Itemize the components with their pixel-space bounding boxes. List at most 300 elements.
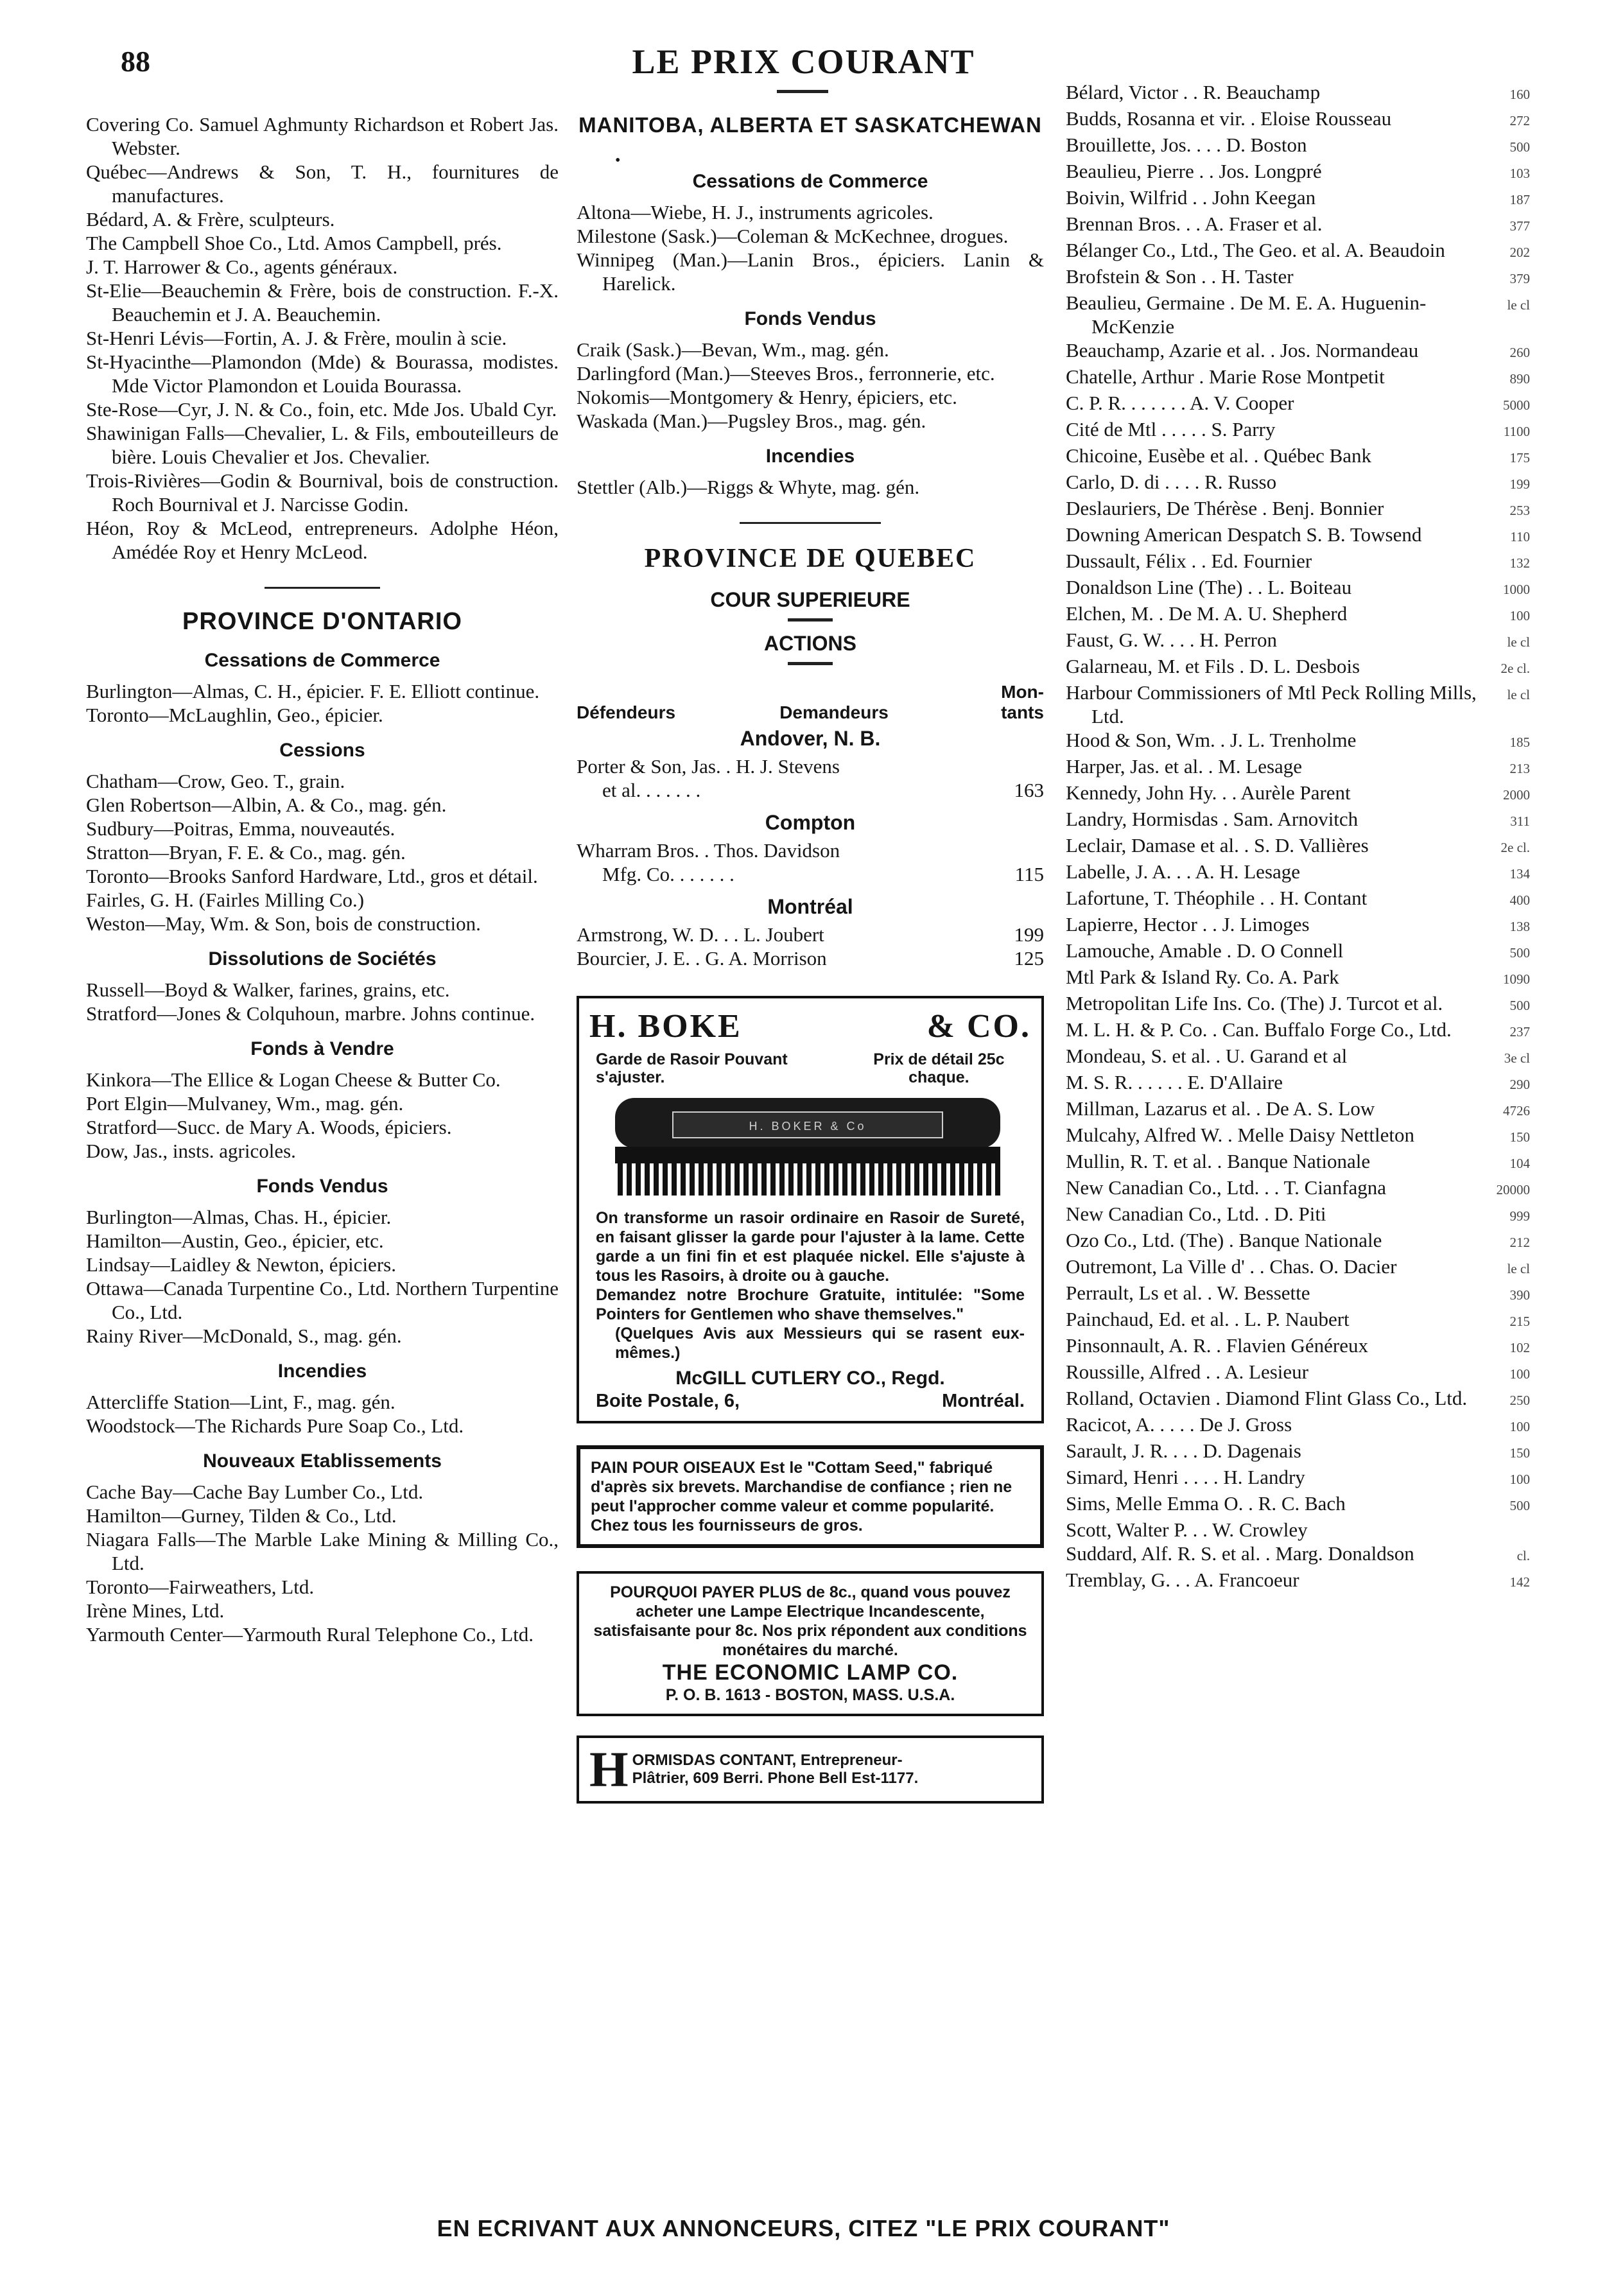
action-parties: Brofstein & Son . . H. Taster [1066,265,1294,288]
action-amount: 999 [1509,1208,1530,1224]
action-entry [1066,1097,1530,1123]
action-entry [1066,549,1530,575]
action-entry [1066,1360,1530,1386]
comb-tooth [968,1162,973,1196]
subheading-nouveaux: Nouveaux Etablissements [203,1450,442,1472]
action-amount: le cl [1507,687,1530,702]
action-amount: 1000 [1503,582,1530,597]
action-amount [1491,1518,1530,1542]
action-parties: Dussault, Félix . . Ed. Fournier [1066,550,1312,572]
action-amount: 400 [1509,892,1530,908]
action-amount: 142 [1509,1574,1530,1590]
action-row [577,778,1044,802]
lamp-company: THE ECONOMIC LAMP CO. [662,1660,959,1685]
ontario-cessations-list [86,679,559,727]
column-2 [577,112,1044,1820]
action-parties: Boivin, Wilfrid . . John Keegan [1066,186,1316,209]
action-amount: 100 [1509,1366,1530,1382]
action-parties: Millman, Lazarus et al. . De A. S. Low [1066,1097,1375,1120]
action-amount: 237 [1509,1024,1530,1039]
pain-oiseaux-text: PAIN POUR OISEAUX Est le "Cottam Seed," fabriqué d'après six brevets. Marchandise de confiance ; rien ne peut l'approcher comme valeur et comme popularité. Chez tous les fournisseurs de gros. [591,1459,1012,1535]
entry-item: Lindsay—Laidley & Newton, épiciers. [86,1253,396,1276]
action-amount: 202 [1509,245,1530,260]
action-parties: Bélanger Co., Ltd., The Geo. et al. A. Beaudoin [1066,239,1445,261]
comb-tooth [842,1162,847,1196]
action-entry [1066,212,1530,238]
newspaper-page [77,35,1530,2250]
montreal-actions-list [1066,80,1530,1594]
comb-tooth [681,1162,686,1196]
action-entry [1066,1018,1530,1044]
action-text: Bourcier, J. E. . G. A. Morrison [577,947,827,970]
comb-tooth [645,1162,650,1196]
action-text: Mfg. Co. . . . . . . [602,863,734,885]
action-amount: 2e cl. [1500,840,1530,855]
th-defendeurs: Défendeurs [577,702,676,722]
action-amount: 100 [1509,608,1530,623]
entry-item: Covering Co. Samuel Aghmunty Richardson et Robert Jas. Webster. [86,113,559,159]
action-entry [1066,602,1530,628]
comb-tooth [896,1162,901,1196]
entry-item: Irène Mines, Ltd. [86,1599,225,1622]
action-entry [1066,238,1530,265]
pain-oiseaux-advertisement [577,1445,1044,1548]
page-number: 88 [121,45,150,78]
lamp-pitch: POURQUOI PAYER PLUS de 8c., quand vous pouvez acheter une Lampe Electrique Incandescente, satisfaisante pour 8c. Nos prix répondent aux conditions monétaires du marché. [593,1583,1027,1659]
action-amount: 500 [1509,1498,1530,1513]
action-entry [1066,912,1530,939]
action-entry [1066,1149,1530,1176]
action-amount: 115 [1014,863,1044,885]
action-entry [1066,575,1530,602]
action-amount: 100 [1509,1419,1530,1434]
contant-line-2: Plâtrier, 609 Berri. Phone Bell Est-1177. [632,1770,919,1787]
comb-tooth [618,1162,623,1196]
action-parties: Lafortune, T. Théophile . . H. Contant [1066,887,1368,909]
ontario-nouveaux-list [86,1480,559,1646]
boke-brand-co: & CO. [926,1008,1031,1045]
cour-superieure: COUR SUPERIEURE [710,588,910,611]
comb-tooth [717,1162,722,1196]
comb-tooth [725,1162,731,1196]
action-entry [1066,523,1530,549]
action-entry [1066,365,1530,391]
entry-item: Niagara Falls—The Marble Lake Mining & Milling Co., Ltd. [86,1528,559,1574]
action-parties: Landry, Hormisdas . Sam. Arnovitch [1066,808,1359,830]
action-entry [1066,860,1530,886]
action-text: Wharram Bros. . Thos. Davidson [577,839,840,862]
action-parties: Mullin, R. T. et al. . Banque Nationale [1066,1150,1371,1172]
boke-company: McGILL CUTLERY CO., Regd. [675,1368,945,1389]
action-amount: 138 [1509,919,1530,934]
boke-right-caption: Prix de détail 25c chaque. [873,1050,1005,1086]
place-montreal: Montréal [767,895,853,918]
comb-tooth [815,1162,821,1196]
lamp-address: P. O. B. 1613 - BOSTON, MASS. U.S.A. [665,1686,955,1704]
subheading-incendies-west: Incendies [765,446,855,467]
action-entry [1066,291,1530,338]
action-amount: 2000 [1503,787,1530,803]
action-parties: Beauchamp, Azarie et al. . Jos. Normandeau [1066,339,1419,361]
action-parties: Painchaud, Ed. et al. . L. P. Naubert [1066,1308,1350,1330]
action-parties: New Canadian Co., Ltd. . D. Piti [1066,1203,1326,1225]
comb-tooth [869,1162,874,1196]
comb-tooth [699,1162,704,1196]
action-parties: Beaulieu, Germaine . De M. E. A. Huguenin-McKenzie [1066,291,1427,338]
entry-item: Ottawa—Canada Turpentine Co., Ltd. Northern Turpentine Co., Ltd. [86,1277,559,1323]
subheading-fonds-vendus-west: Fonds Vendus [744,308,876,329]
entry-item: Milestone (Sask.)—Coleman & McKechnee, drogues. [577,225,1009,247]
action-parties: Cité de Mtl . . . . . S. Parry [1066,418,1276,440]
action-parties: Roussille, Alfred . . A. Lesieur [1066,1361,1308,1383]
action-amount: 213 [1509,761,1530,776]
action-amount: 500 [1509,998,1530,1013]
action-entry [1066,1255,1530,1281]
entry-item: Kinkora—The Ellice & Logan Cheese & Butter Co. [86,1068,501,1091]
action-entry [1066,496,1530,523]
comb-tooth [833,1162,838,1196]
action-parties: M. S. R. . . . . . E. D'Allaire [1066,1071,1283,1093]
action-parties: Elchen, M. . De M. A. U. Shepherd [1066,602,1348,625]
action-amount: 102 [1509,1340,1530,1355]
comb-tooth [977,1162,982,1196]
entry-item: Craik (Sask.)—Bevan, Wm., mag. gén. [577,338,889,361]
action-amount: 1100 [1503,424,1530,439]
comb-tooth [672,1162,677,1196]
action-parties: Metropolitan Life Ins. Co. (The) J. Turcot et al. [1066,992,1443,1014]
action-amount: 253 [1509,503,1530,518]
column-3 [1066,80,1530,1594]
comb-tooth [878,1162,883,1196]
action-row [577,923,1044,946]
action-row [577,946,1044,970]
page-footer: EN ECRIVANT AUX ANNONCEURS, CITEZ "LE PRIX COURANT" [437,2215,1170,2241]
subheading-fonds-vendus: Fonds Vendus [256,1176,388,1197]
action-parties: Lamouche, Amable . D. O Connell [1066,939,1344,962]
entry-item: Stratford—Succ. de Mary A. Woods, épiciers. [86,1116,452,1138]
action-parties: Carlo, D. di . . . . R. Russo [1066,471,1277,493]
entry-item: Stettler (Alb.)—Riggs & Whyte, mag. gén. [577,476,920,498]
action-text: Armstrong, W. D. . . L. Joubert [577,923,824,946]
action-parties: New Canadian Co., Ltd. . . T. Cianfagna [1066,1176,1387,1199]
boke-brand: H. BOKE [589,1008,742,1045]
comb-tooth [905,1162,910,1196]
comb-tooth [770,1162,776,1196]
comb-tooth [950,1162,955,1196]
title-rule [777,90,828,93]
action-entry [1066,1568,1530,1594]
action-entry [1066,1228,1530,1255]
action-row [577,839,1044,862]
action-row [577,754,1044,778]
action-entry [1066,338,1530,365]
action-parties: Harbour Commissioners of Mtl Peck Rolling Mills, Ltd. [1066,681,1477,727]
action-parties: Ozo Co., Ltd. (The) . Banque Nationale [1066,1229,1382,1251]
action-parties: Deslauriers, De Thérèse . Benj. Bonnier [1066,497,1384,519]
action-amount: 150 [1509,1445,1530,1461]
entry-item: Stratford—Jones & Colquhoun, marbre. Johns continue. [86,1002,535,1025]
comb-tooth [995,1162,1000,1196]
action-amount: 3e cl [1504,1050,1530,1066]
entry-item: Stratton—Bryan, F. E. & Co., mag. gén. [86,841,406,864]
action-entry [1066,265,1530,291]
comb-tooth [743,1162,749,1196]
action-parties: Faust, G. W. . . . H. Perron [1066,629,1277,651]
action-amount: le cl [1507,634,1530,650]
comb-tooth [788,1162,794,1196]
comb-tooth [654,1162,659,1196]
comb-tooth [752,1162,758,1196]
comb-tooth [986,1162,991,1196]
entry-item: Héon, Roy & McLeod, entrepreneurs. Adolphe Héon, Amédée Roy et Henry McLeod. [86,517,559,563]
entry-item: Ste-Rose—Cyr, J. N. & Co., foin, etc. Mde Jos. Ubald Cyr. [86,398,557,421]
comb-tooth [923,1162,928,1196]
action-amount: 212 [1509,1235,1530,1250]
comb-tooth [779,1162,785,1196]
entry-item: St-Hyacinthe—Plamondon (Mde) & Bourassa, modistes. Mde Victor Plamondon et Louida Bourassa. [86,351,559,397]
comb-tooth [663,1162,668,1196]
comb-engraving: H. BOKER & Co [749,1120,867,1133]
action-entry [1066,133,1530,159]
action-parties: Sarault, J. R. . . . D. Dagenais [1066,1439,1301,1462]
action-amount: 272 [1509,113,1530,128]
action-parties: Sims, Melle Emma O. . R. C. Bach [1066,1492,1346,1515]
action-parties: Perrault, Ls et al. . W. Bessette [1066,1282,1310,1304]
action-entry [1066,886,1530,912]
action-entry [1066,939,1530,965]
entry-item: Weston—May, Wm. & Son, bois de construction. [86,912,481,935]
action-amount: 175 [1509,450,1530,465]
comb-tooth [690,1162,695,1196]
comb-tooth [824,1162,830,1196]
entry-item: Toronto—McLaughlin, Geo., épicier. [86,704,383,726]
comb-tooth [806,1162,812,1196]
quebec-continued-entries [86,112,559,564]
action-entry [1066,807,1530,833]
entry-item: Burlington—Almas, Chas. H., épicier. [86,1206,392,1228]
action-amount: 185 [1509,735,1530,750]
th-demandeurs: Demandeurs [779,702,889,722]
section-divider-2 [740,522,881,524]
action-parties: Brouillette, Jos. . . . D. Boston [1066,134,1307,156]
entry-item: Waskada (Man.)—Pugsley Bros., mag. gén. [577,410,926,432]
action-entry [1066,833,1530,860]
action-parties: Mulcahy, Alfred W. . Melle Daisy Nettleton [1066,1124,1414,1146]
action-amount: le cl [1507,297,1530,313]
action-parties: Simard, Henri . . . . H. Landry [1066,1466,1305,1488]
section-divider [265,587,380,589]
action-entry [1066,1307,1530,1334]
entry-item: Burlington—Almas, C. H., épicier. F. E. Elliott continue. [86,680,540,702]
boke-left-caption: Garde de Rasoir Pouvant s'ajuster. [596,1050,788,1086]
boke-advertisement [577,996,1044,1423]
west-fonds-vendus-list [577,338,1044,433]
economic-lamp-advertisement [577,1571,1044,1716]
comb-tooth [636,1162,641,1196]
action-parties: M. L. H. & P. Co. . Can. Buffalo Forge Co., Ltd. [1066,1018,1452,1041]
action-parties: Harper, Jas. et al. . M. Lesage [1066,755,1303,778]
entry-item: Attercliffe Station—Lint, F., mag. gén. [86,1391,395,1413]
entry-item: The Campbell Shoe Co., Ltd. Amos Campbell, prés. [86,232,502,254]
action-amount: 103 [1509,166,1530,181]
entry-item: J. T. Harrower & Co., agents généraux. [86,256,398,278]
action-parties: Suddard, Alf. R. S. et al. . Marg. Donaldson [1066,1542,1414,1565]
subheading-cessations-west: Cessations de Commerce [692,171,928,192]
comb-tooth [860,1162,865,1196]
action-parties: Outremont, La Ville d' . . Chas. O. Dacier [1066,1255,1397,1278]
entry-item: Russell—Boyd & Walker, farines, grains, etc. [86,978,450,1001]
action-entry [1066,80,1530,107]
action-parties: Pinsonnault, A. R. . Flavien Généreux [1066,1334,1368,1357]
ontario-fonds-vendus-list [86,1205,559,1348]
action-entry [1066,628,1530,654]
th-montants: Mon- tants [1001,682,1044,722]
subheading-cessions: Cessions [279,740,365,761]
entry-item: Toronto—Brooks Sanford Hardware, Ltd., gros et détail. [86,865,538,887]
action-parties: Kennedy, John Hy. . . Aurèle Parent [1066,781,1351,804]
action-entry [1066,1044,1530,1070]
action-entry [1066,1281,1530,1307]
action-amount: 390 [1509,1287,1530,1303]
action-entry [1066,391,1530,417]
action-parties: Lapierre, Hector . . J. Limoges [1066,913,1310,935]
action-entry [1066,470,1530,496]
boke-city: Montréal. [942,1391,1025,1411]
action-row [577,862,1044,886]
action-amount: 187 [1509,192,1530,207]
west-incendies-list [577,475,1044,499]
ontario-cessions-list [86,769,559,935]
action-amount: 2e cl. [1500,661,1530,676]
action-entry [1066,781,1530,807]
cour-rule [788,618,833,622]
action-entry [1066,1439,1530,1465]
action-entry [1066,681,1530,728]
column-1 [86,112,559,1646]
manitoba-heading: MANITOBA, ALBERTA ET SASKATCHEWAN [578,113,1042,137]
action-amount: 890 [1509,371,1530,387]
bullet-mark: • [615,152,621,169]
comb-tooth [627,1162,632,1196]
razor-guard-illustration [589,1090,1031,1208]
action-amount: 100 [1509,1472,1530,1487]
page-title: LE PRIX COURANT [632,42,975,81]
comb-tooth [887,1162,892,1196]
action-entry [1066,1465,1530,1492]
action-entry [1066,965,1530,991]
action-entry [1066,1386,1530,1413]
comb-tooth [708,1162,713,1196]
boke-body-text: On transforme un rasoir ordinaire en Rasoir de Sureté, en faisant glisser la garde pour l'ajuster à la lame. Cette garde a un fini fin et est plaquée nickel. Elle s'ajuste à tous les Rasoirs, à droite ou à gauche. [596,1209,1025,1285]
contant-initial: H [589,1741,629,1797]
action-amount: 163 [1014,779,1044,801]
action-parties: C. P. R. . . . . . . A. V. Cooper [1066,392,1294,414]
action-amount: cl. [1516,1548,1530,1563]
ontario-heading: PROVINCE D'ONTARIO [182,608,462,635]
action-entry [1066,159,1530,186]
entry-item: Toronto—Fairweathers, Ltd. [86,1576,315,1598]
comb-tooth [734,1162,740,1196]
comb-tooth [797,1162,803,1196]
entry-item: St-Henri Lévis—Fortin, A. J. & Frère, moulin à scie. [86,327,507,349]
action-entry [1066,1413,1530,1439]
action-entry [1066,654,1530,681]
action-text: Porter & Son, Jas. . H. J. Stevens [577,755,840,778]
action-amount: 250 [1509,1393,1530,1408]
action-amount: 104 [1509,1156,1530,1171]
ontario-fonds-vendre-list [86,1068,559,1163]
boke-translation-text: (Quelques Avis aux Messieurs qui se rasent eux-mêmes.) [615,1325,1025,1362]
action-amount: 311 [1510,813,1530,829]
entry-item: Québec—Andrews & Son, T. H., fournitures de manufactures. [86,161,559,207]
action-amount: 5000 [1503,397,1530,413]
subheading-incendies: Incendies [277,1361,367,1382]
entry-item: Altona—Wiebe, H. J., instruments agricoles. [577,201,934,223]
contant-line-1: ORMISDAS CONTANT, Entrepreneur- [632,1752,903,1769]
action-entry [1066,1123,1530,1149]
place-andover: Andover, N. B. [740,727,881,750]
action-entry [1066,1070,1530,1097]
ontario-dissolutions-list [86,978,559,1025]
actions-table-header [577,682,1044,723]
action-parties: Downing American Despatch S. B. Towsend [1066,523,1422,546]
entry-item: Dow, Jas., insts. agricoles. [86,1140,296,1162]
action-parties: Chatelle, Arthur . Marie Rose Montpetit [1066,365,1385,388]
entry-item: Glen Robertson—Albin, A. & Co., mag. gén. [86,794,447,816]
action-entry [1066,991,1530,1018]
action-parties: Labelle, J. A. . . A. H. Lesage [1066,860,1301,883]
action-entry [1066,1202,1530,1228]
action-amount: 260 [1509,345,1530,360]
action-amount: 379 [1509,271,1530,286]
subheading-cessations: Cessations de Commerce [204,650,440,671]
comb-tooth [914,1162,919,1196]
action-entry [1066,444,1530,470]
action-entry [1066,754,1530,781]
action-amount: 4726 [1503,1103,1530,1118]
entry-item: Darlingford (Man.)—Steeves Bros., ferronnerie, etc. [577,362,995,385]
entry-item: Winnipeg (Man.)—Lanin Bros., épiciers. Lanin & Harelick. [577,248,1044,295]
ontario-incendies-list [86,1390,559,1438]
entry-item: Port Elgin—Mulvaney, Wm., mag. gén. [86,1092,404,1115]
action-amount: 132 [1509,555,1530,571]
entry-item: Bédard, A. & Frère, sculpteurs. [86,208,335,230]
action-parties: Rolland, Octavien . Diamond Flint Glass Co., Ltd. [1066,1387,1468,1409]
action-parties: Hood & Son, Wm. . J. L. Trenholme [1066,729,1357,751]
comb-tooth [761,1162,767,1196]
entry-item: Sudbury—Poitras, Emma, nouveautés. [86,817,395,840]
action-parties: Mondeau, S. et al. . U. Garand et al [1066,1045,1348,1067]
entry-item: Chatham—Crow, Geo. T., grain. [86,770,345,792]
comb-tooth [932,1162,937,1196]
action-parties: Bélard, Victor . . R. Beauchamp [1066,81,1321,103]
action-entry [1066,1518,1530,1542]
action-amount: 290 [1509,1077,1530,1092]
subheading-dissolutions: Dissolutions de Sociétés [208,948,437,970]
action-entry [1066,1176,1530,1202]
boke-postal: Boite Postale, 6, [596,1391,740,1411]
action-parties: Budds, Rosanna et vir. . Eloise Rousseau [1066,107,1392,130]
action-amount: le cl [1507,1261,1530,1276]
quebec-heading: PROVINCE DE QUEBEC [644,544,977,573]
comb-tooth [941,1162,946,1196]
comb-teeth [618,1162,1000,1196]
boke-brochure-text: Demandez notre Brochure Gratuite, intitulée: "Some Pointers for Gentlemen who shave themselves." [596,1286,1025,1323]
entry-item: Rainy River—McDonald, S., mag. gén. [86,1325,402,1347]
entry-item: Fairles, G. H. (Fairles Milling Co.) [86,889,365,911]
action-parties: Donaldson Line (The) . . L. Boiteau [1066,576,1352,598]
action-text: et al. . . . . . . [602,779,701,801]
